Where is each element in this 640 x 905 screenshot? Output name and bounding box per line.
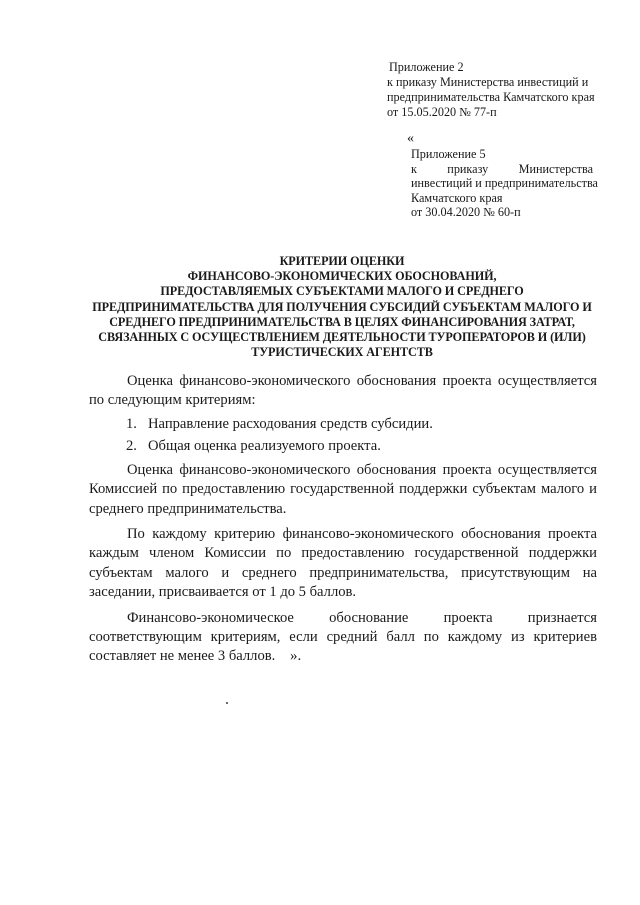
appendix-2-header [387,60,602,120]
appendix-5-region-line: Камчатского края [411,190,503,205]
paragraph-threshold: Финансово-экономическое обоснование проекта признается соответствующим критериям, если средний балл по каждому из критериев составляет не менее 3 баллов. [89,609,597,665]
list-item-text: Направление расходования средств субсидии. [148,415,433,432]
title-line-6: СВЯЗАННЫХ С ОСУЩЕСТВЛЕНИЕМ ДЕЯТЕЛЬНОСТИ ТУРОПЕРАТОРОВ И (ИЛИ) [98,330,586,345]
appendix-5-date-line: от 30.04.2020 № 60-п [411,205,521,219]
criteria-list [89,413,597,457]
closing-quote: ». [290,648,302,664]
scan-speck [226,702,228,704]
paragraph-scoring: По каждому критерию финансово-экономического обоснования проекта каждым членом Комиссии по предоставлению государственной поддержки субъектам малого и среднего предпринимательства, присутствующим на заседании, присваивается от 1 до 5 баллов. [89,526,597,601]
title-line-1: КРИТЕРИИ ОЦЕНКИ [279,254,405,268]
appendix-5-header [407,131,598,220]
appendix-2-date-line: от 15.05.2020 № 77-п [387,105,497,119]
list-item [89,435,597,457]
appendix-5-ministry-line: инвестиций и предпринимательства [411,176,598,190]
title-line-7: ТУРИСТИЧЕСКИХ АГЕНТСТВ [251,345,433,360]
paragraph-commission: Оценка финансово-экономического обоснования проекта осуществляется Комиссией по предоставлению государственной поддержки субъектам малого и среднего предпринимательства. [89,461,597,517]
list-item-text: Общая оценка реализуемого проекта. [148,437,381,454]
title-line-4: ПРЕДПРИНИМАТЕЛЬСТВА ДЛЯ ПОЛУЧЕНИЯ СУБСИДИЙ СУБЪЕКТАМ МАЛОГО И [92,299,592,314]
appendix-2-order-line: к приказу Министерства инвестиций и [387,75,589,89]
title-line-3: ПРЕДОСТАВЛЯЕМЫХ СУБЪЕКТАМИ МАЛОГО И СРЕДНЕГО [160,284,524,299]
title-line-2: ФИНАНСОВО-ЭКОНОМИЧЕСКИХ ОБОСНОВАНИЙ, [187,269,497,284]
document-title [88,254,596,360]
document-body [89,372,597,667]
paragraph-criteria-intro: Оценка финансово-экономического обоснования проекта осуществляется по следующим критериям: [89,373,597,409]
appendix-5-order-line: к приказу Министерства [411,161,593,176]
list-item [89,413,597,435]
appendix-5-title: Приложение 5 [411,147,486,161]
list-item-number: 2. [126,437,137,454]
title-line-5: СРЕДНЕГО ПРЕДПРИНИМАТЕЛЬСТВА В ЦЕЛЯХ ФИНАНСИРОВАНИЯ ЗАТРАТ, [109,314,575,329]
appendix-2-title: Приложение 2 [389,60,464,74]
opening-quote: « [407,131,414,146]
appendix-2-ministry-line: предпринимательства Камчатского края [387,90,595,104]
list-item-number: 1. [126,415,137,432]
